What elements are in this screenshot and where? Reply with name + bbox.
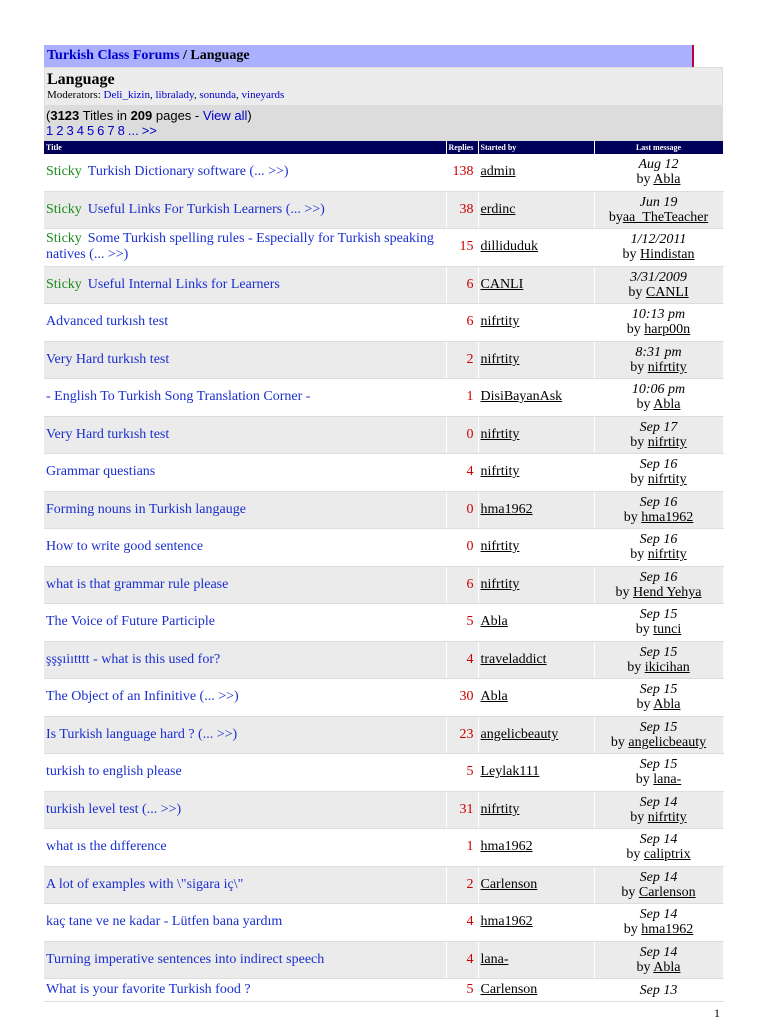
table-row <box>44 866 723 904</box>
table-row <box>44 266 723 304</box>
starter-cell <box>478 529 594 567</box>
topic-title-cell <box>44 866 446 904</box>
by-label: by <box>627 659 645 675</box>
by-label: by <box>630 359 648 375</box>
by-label: by <box>630 472 648 488</box>
table-row <box>44 304 723 342</box>
topic-link[interactable]: Is Turkish language hard ? (... >>) <box>46 726 238 742</box>
starter-link[interactable]: nifrtity <box>480 314 520 330</box>
starter-cell <box>478 341 594 379</box>
replies-count: 4 <box>446 941 478 979</box>
page-link[interactable]: 6 <box>97 123 105 138</box>
last-poster-link[interactable]: caliptrix <box>643 847 691 863</box>
starter-cell <box>478 979 594 1002</box>
topic-title-cell <box>44 266 446 304</box>
page-link[interactable]: 8 <box>117 123 125 138</box>
topic-title-cell <box>44 829 446 867</box>
replies-count: 0 <box>446 416 478 454</box>
pages-count: 209 <box>130 108 153 123</box>
last-message-cell <box>594 341 723 379</box>
table-row <box>44 679 723 717</box>
last-poster-link[interactable]: lana- <box>653 772 682 788</box>
by-label: by <box>608 209 623 225</box>
replies-count: 0 <box>446 529 478 567</box>
topic-link[interactable]: A lot of examples with \"sigara iç\" <box>46 876 244 892</box>
topic-link[interactable]: Some Turkish spelling rules - Especially for Turkish speaking natives (... >>) <box>46 231 434 263</box>
topic-link[interactable]: şşşıiıtttt - what is this used for? <box>46 651 221 667</box>
starter-link[interactable]: hma1962 <box>480 501 533 517</box>
page-link[interactable]: >> <box>141 123 157 138</box>
last-message-date: Sep 15 <box>639 682 678 698</box>
replies-count: 4 <box>446 904 478 942</box>
last-message-date: Sep 16 <box>639 457 678 473</box>
starter-cell <box>478 754 594 792</box>
replies-count: 1 <box>446 829 478 867</box>
last-message-date: Sep 14 <box>639 907 678 923</box>
last-message-date: Jun 19 <box>639 194 678 210</box>
by-label: by <box>636 397 654 413</box>
table-row <box>44 791 723 829</box>
replies-count: 23 <box>446 716 478 754</box>
replies-count: 6 <box>446 566 478 604</box>
starter-link[interactable]: nifrtity <box>480 426 520 442</box>
column-header-last-message[interactable]: Last message <box>594 141 723 154</box>
sticky-label: Sticky <box>46 164 82 180</box>
last-poster-link[interactable]: CANLI <box>645 284 689 300</box>
replies-count: 30 <box>446 679 478 717</box>
last-message-cell <box>594 229 723 267</box>
by-label: by <box>636 172 654 188</box>
moderators <box>47 89 720 102</box>
replies-count: 31 <box>446 791 478 829</box>
last-message-cell <box>594 454 723 492</box>
table-row <box>44 154 723 191</box>
breadcrumb <box>44 45 694 67</box>
pages-label: pages - <box>152 108 203 123</box>
table-row <box>44 604 723 642</box>
last-poster-link[interactable]: nifrtity <box>647 472 687 488</box>
topic-title-cell <box>44 229 446 267</box>
table-row <box>44 229 723 267</box>
summary-open: ( <box>46 108 51 123</box>
topic-link[interactable]: kaç tane ve ne kadar - Lütfen bana yardım <box>46 914 283 930</box>
last-poster-link[interactable]: Abla <box>653 697 681 713</box>
titles-summary <box>46 108 721 123</box>
last-poster-link[interactable]: Abla <box>653 172 681 188</box>
by-label: by <box>622 247 641 263</box>
starter-link[interactable]: hma1962 <box>480 839 533 855</box>
starter-cell <box>478 304 594 342</box>
topic-link[interactable]: Very Hard turkısh test <box>46 351 170 367</box>
topic-title-cell <box>44 566 446 604</box>
replies-count: 2 <box>446 866 478 904</box>
starter-cell <box>478 491 594 529</box>
starter-cell <box>478 454 594 492</box>
forum-page <box>44 45 723 1002</box>
last-poster-link[interactable]: ikicihan <box>644 659 690 675</box>
last-poster-link[interactable]: aa_TheTeacher <box>622 209 709 225</box>
last-message-cell <box>594 791 723 829</box>
by-label: by <box>621 884 639 900</box>
last-poster-link[interactable]: nifrtity <box>647 809 687 825</box>
last-message-date: Aug 12 <box>638 157 679 173</box>
topic-title-cell <box>44 754 446 792</box>
last-message-date: Sep 14 <box>639 869 678 885</box>
topic-title-cell <box>44 716 446 754</box>
by-label: by <box>610 734 629 750</box>
starter-link[interactable]: nifrtity <box>480 351 520 367</box>
starter-link[interactable]: nifrtity <box>480 801 520 817</box>
starter-link[interactable]: hma1962 <box>480 914 533 930</box>
replies-count: 38 <box>446 191 478 229</box>
breadcrumb-separator: / <box>179 48 191 63</box>
table-row <box>44 191 723 229</box>
topic-link[interactable]: What is your favorite Turkish food ? <box>46 982 251 997</box>
last-poster-link[interactable]: Abla <box>653 397 681 413</box>
topic-link[interactable]: Grammar questians <box>46 464 156 480</box>
page-link[interactable]: 4 <box>76 123 84 138</box>
moderator-link[interactable]: vineyards <box>241 89 285 101</box>
page-link[interactable]: 2 <box>56 123 64 138</box>
topic-link[interactable]: Advanced turkısh test <box>46 314 169 330</box>
topic-link[interactable]: Turkish Dictionary software (... >>) <box>87 164 289 180</box>
last-poster-link[interactable]: tunci <box>653 622 682 638</box>
replies-count: 1 <box>446 379 478 417</box>
breadcrumb-current: Language <box>190 48 250 63</box>
by-label: by <box>626 322 645 338</box>
topic-title-cell <box>44 641 446 679</box>
topic-title-cell <box>44 679 446 717</box>
topic-link[interactable]: Very Hard turkısh test <box>46 426 170 442</box>
sticky-label: Sticky <box>46 231 82 247</box>
column-header-title[interactable]: Title <box>44 141 446 154</box>
last-poster-link[interactable]: nifrtity <box>647 359 687 375</box>
replies-count: 6 <box>446 266 478 304</box>
table-row <box>44 379 723 417</box>
forum-title: Language <box>47 71 115 88</box>
topic-title-cell <box>44 904 446 942</box>
starter-link[interactable]: dilliduduk <box>480 239 539 255</box>
replies-count: 4 <box>446 454 478 492</box>
starter-cell <box>478 229 594 267</box>
last-message-cell <box>594 154 723 191</box>
forum-info <box>44 67 723 106</box>
starter-link[interactable]: Carlenson <box>480 876 538 892</box>
starter-link[interactable]: nifrtity <box>480 576 520 592</box>
topic-title-cell <box>44 604 446 642</box>
table-row <box>44 566 723 604</box>
topic-link[interactable]: Useful Internal Links for Learners <box>87 276 280 292</box>
topic-link[interactable]: Forming nouns in Turkish langauge <box>46 501 246 517</box>
last-message-cell <box>594 904 723 942</box>
table-row <box>44 829 723 867</box>
starter-cell <box>478 191 594 229</box>
last-message-cell <box>594 866 723 904</box>
titles-label: Titles in <box>79 108 131 123</box>
starter-link[interactable]: Abla <box>480 689 508 705</box>
replies-count: 6 <box>446 304 478 342</box>
last-message-cell <box>594 829 723 867</box>
last-message-date: Sep 17 <box>639 419 678 435</box>
last-message-date: Sep 16 <box>639 569 678 585</box>
starter-link[interactable]: Leylak111 <box>480 764 540 780</box>
replies-count: 138 <box>446 154 478 191</box>
topic-title-cell <box>44 304 446 342</box>
column-header-started-by[interactable]: Started by <box>478 141 594 154</box>
replies-count: 5 <box>446 979 478 1002</box>
last-message-cell <box>594 604 723 642</box>
by-label: by <box>623 922 642 938</box>
titles-count: 3123 <box>50 108 80 123</box>
page-links <box>46 123 721 138</box>
last-message-cell <box>594 416 723 454</box>
starter-cell <box>478 154 594 191</box>
last-message-cell <box>594 379 723 417</box>
starter-link[interactable]: admin <box>480 164 516 180</box>
starter-cell <box>478 679 594 717</box>
starter-link[interactable]: nifrtity <box>480 539 520 555</box>
moderator-list: Deli_kizin, libralady, sonunda, vineyards <box>103 89 285 101</box>
topic-link[interactable]: How to write good sentence <box>46 539 204 555</box>
starter-cell <box>478 566 594 604</box>
replies-count: 0 <box>446 491 478 529</box>
last-message-cell <box>594 529 723 567</box>
last-message-date: Sep 16 <box>639 532 678 548</box>
column-header-replies[interactable]: Replies <box>446 141 478 154</box>
moderator-link[interactable]: libralady <box>155 89 194 101</box>
topic-title-cell <box>44 341 446 379</box>
replies-count: 4 <box>446 641 478 679</box>
moderators-label: Moderators: <box>47 89 104 101</box>
page-link[interactable]: 1 <box>46 123 54 138</box>
last-message-cell <box>594 641 723 679</box>
topic-title-cell <box>44 379 446 417</box>
starter-cell <box>478 716 594 754</box>
last-message-date: Sep 15 <box>639 607 678 623</box>
last-message-cell <box>594 191 723 229</box>
last-message-date: Sep 15 <box>639 644 678 660</box>
last-poster-link[interactable]: Carlenson <box>638 884 696 900</box>
last-message-cell <box>594 979 723 1002</box>
last-message-cell <box>594 679 723 717</box>
last-message-cell <box>594 566 723 604</box>
page-number: 1 <box>714 1006 720 1020</box>
topic-title-cell <box>44 941 446 979</box>
topic-title-cell <box>44 791 446 829</box>
last-message-cell <box>594 754 723 792</box>
summary-close: ) <box>247 108 252 123</box>
last-message-date: Sep 15 <box>639 719 678 735</box>
starter-cell <box>478 379 594 417</box>
table-row <box>44 979 723 1002</box>
by-label: by <box>635 772 654 788</box>
by-label: by <box>615 584 634 600</box>
topic-title-cell <box>44 491 446 529</box>
last-poster-link[interactable]: Hend Yehya <box>633 584 702 600</box>
last-message-cell <box>594 304 723 342</box>
by-label: by <box>636 959 654 975</box>
topic-title-cell <box>44 529 446 567</box>
sticky-label: Sticky <box>46 201 82 217</box>
last-message-cell <box>594 266 723 304</box>
starter-cell <box>478 941 594 979</box>
table-row <box>44 529 723 567</box>
by-label: by <box>623 509 642 525</box>
last-poster-link[interactable]: angelicbeauty <box>628 734 707 750</box>
starter-cell <box>478 829 594 867</box>
page-link[interactable]: ... <box>127 123 139 138</box>
starter-link[interactable]: angelicbeauty <box>480 726 559 742</box>
last-message-cell <box>594 941 723 979</box>
starter-link[interactable]: Abla <box>480 614 508 630</box>
starter-cell <box>478 604 594 642</box>
last-message-date: Sep 13 <box>639 982 678 998</box>
replies-count: 15 <box>446 229 478 267</box>
topics-table <box>44 141 724 1002</box>
topic-link[interactable]: Turning imperative sentences into indirect speech <box>46 951 325 967</box>
starter-cell <box>478 266 594 304</box>
table-row <box>44 904 723 942</box>
last-message-date: Sep 14 <box>639 832 678 848</box>
topic-title-cell <box>44 454 446 492</box>
starter-cell <box>478 791 594 829</box>
table-row <box>44 754 723 792</box>
starter-link[interactable]: nifrtity <box>480 464 520 480</box>
moderator-link[interactable]: Deli_kizin <box>103 89 150 101</box>
last-poster-link[interactable]: hma1962 <box>641 922 694 938</box>
last-message-cell <box>594 491 723 529</box>
starter-link[interactable]: DisiBayanAsk <box>480 389 563 405</box>
topic-link[interactable]: The Object of an Infinitive (... >>) <box>46 689 239 705</box>
topic-title-cell <box>44 416 446 454</box>
last-poster-link[interactable]: hma1962 <box>641 509 694 525</box>
starter-cell <box>478 416 594 454</box>
topic-title-cell <box>44 154 446 191</box>
replies-count: 5 <box>446 604 478 642</box>
replies-count: 2 <box>446 341 478 379</box>
topic-title-cell <box>44 979 446 1002</box>
starter-link[interactable]: CANLI <box>480 276 524 292</box>
last-message-date: Sep 14 <box>639 944 678 960</box>
replies-count: 5 <box>446 754 478 792</box>
starter-cell <box>478 866 594 904</box>
by-label: by <box>630 547 648 563</box>
last-poster-link[interactable]: nifrtity <box>647 547 687 563</box>
topic-link[interactable]: turkish level test (... >>) <box>46 801 182 817</box>
starter-link[interactable]: lana- <box>480 951 509 967</box>
last-poster-link[interactable]: Abla <box>653 959 681 975</box>
topic-link[interactable]: turkish to english please <box>46 764 182 780</box>
topic-link[interactable]: what ıs the dıfference <box>46 839 167 855</box>
by-label: by <box>630 809 648 825</box>
pager <box>44 106 723 141</box>
sticky-label: Sticky <box>46 276 82 292</box>
by-label: by <box>636 697 654 713</box>
last-message-date: 10:06 pm <box>631 382 686 398</box>
table-row <box>44 716 723 754</box>
breadcrumb-forums-link[interactable]: Turkish Class Forums <box>47 48 180 63</box>
starter-link[interactable]: traveladdict <box>480 651 547 667</box>
starter-link[interactable]: erdinc <box>480 201 516 217</box>
last-message-date: Sep 15 <box>639 757 678 773</box>
topic-link[interactable]: Useful Links For Turkish Learners (... >>) <box>87 201 325 217</box>
topic-link[interactable]: The Voice of Future Participle <box>46 614 215 630</box>
starter-cell <box>478 641 594 679</box>
last-message-date: Sep 16 <box>639 494 678 510</box>
view-all-link[interactable]: View all <box>202 108 248 123</box>
table-header <box>44 141 723 154</box>
table-row <box>44 491 723 529</box>
starter-link[interactable]: Carlenson <box>480 982 538 997</box>
table-row <box>44 416 723 454</box>
last-poster-link[interactable]: harp00n <box>644 322 691 338</box>
table-row <box>44 641 723 679</box>
last-message-date: Sep 14 <box>639 794 678 810</box>
last-message-date: 1/12/2011 <box>630 232 687 248</box>
table-row <box>44 454 723 492</box>
page-link[interactable]: 5 <box>86 123 95 138</box>
topic-link[interactable]: what is that grammar rule please <box>46 576 229 592</box>
table-row <box>44 341 723 379</box>
last-message-date: 10:13 pm <box>631 307 686 323</box>
last-message-date: 3/31/2009 <box>630 269 687 285</box>
by-label: by <box>626 847 644 863</box>
topic-rows <box>44 154 723 1002</box>
by-label: by <box>630 434 648 450</box>
last-poster-link[interactable]: nifrtity <box>647 434 687 450</box>
last-poster-link[interactable]: Hindistan <box>640 247 695 263</box>
last-message-date: 8:31 pm <box>635 344 682 360</box>
page-link[interactable]: 3 <box>66 123 74 138</box>
moderator-link[interactable]: sonunda <box>199 89 237 101</box>
starter-cell <box>478 904 594 942</box>
by-label: by <box>635 622 654 638</box>
page-link[interactable]: 7 <box>107 123 115 138</box>
last-message-cell <box>594 716 723 754</box>
topic-title-cell <box>44 191 446 229</box>
topic-link[interactable]: - English To Turkish Song Translation Corner - <box>46 389 311 405</box>
by-label: by <box>628 284 646 300</box>
table-row <box>44 941 723 979</box>
